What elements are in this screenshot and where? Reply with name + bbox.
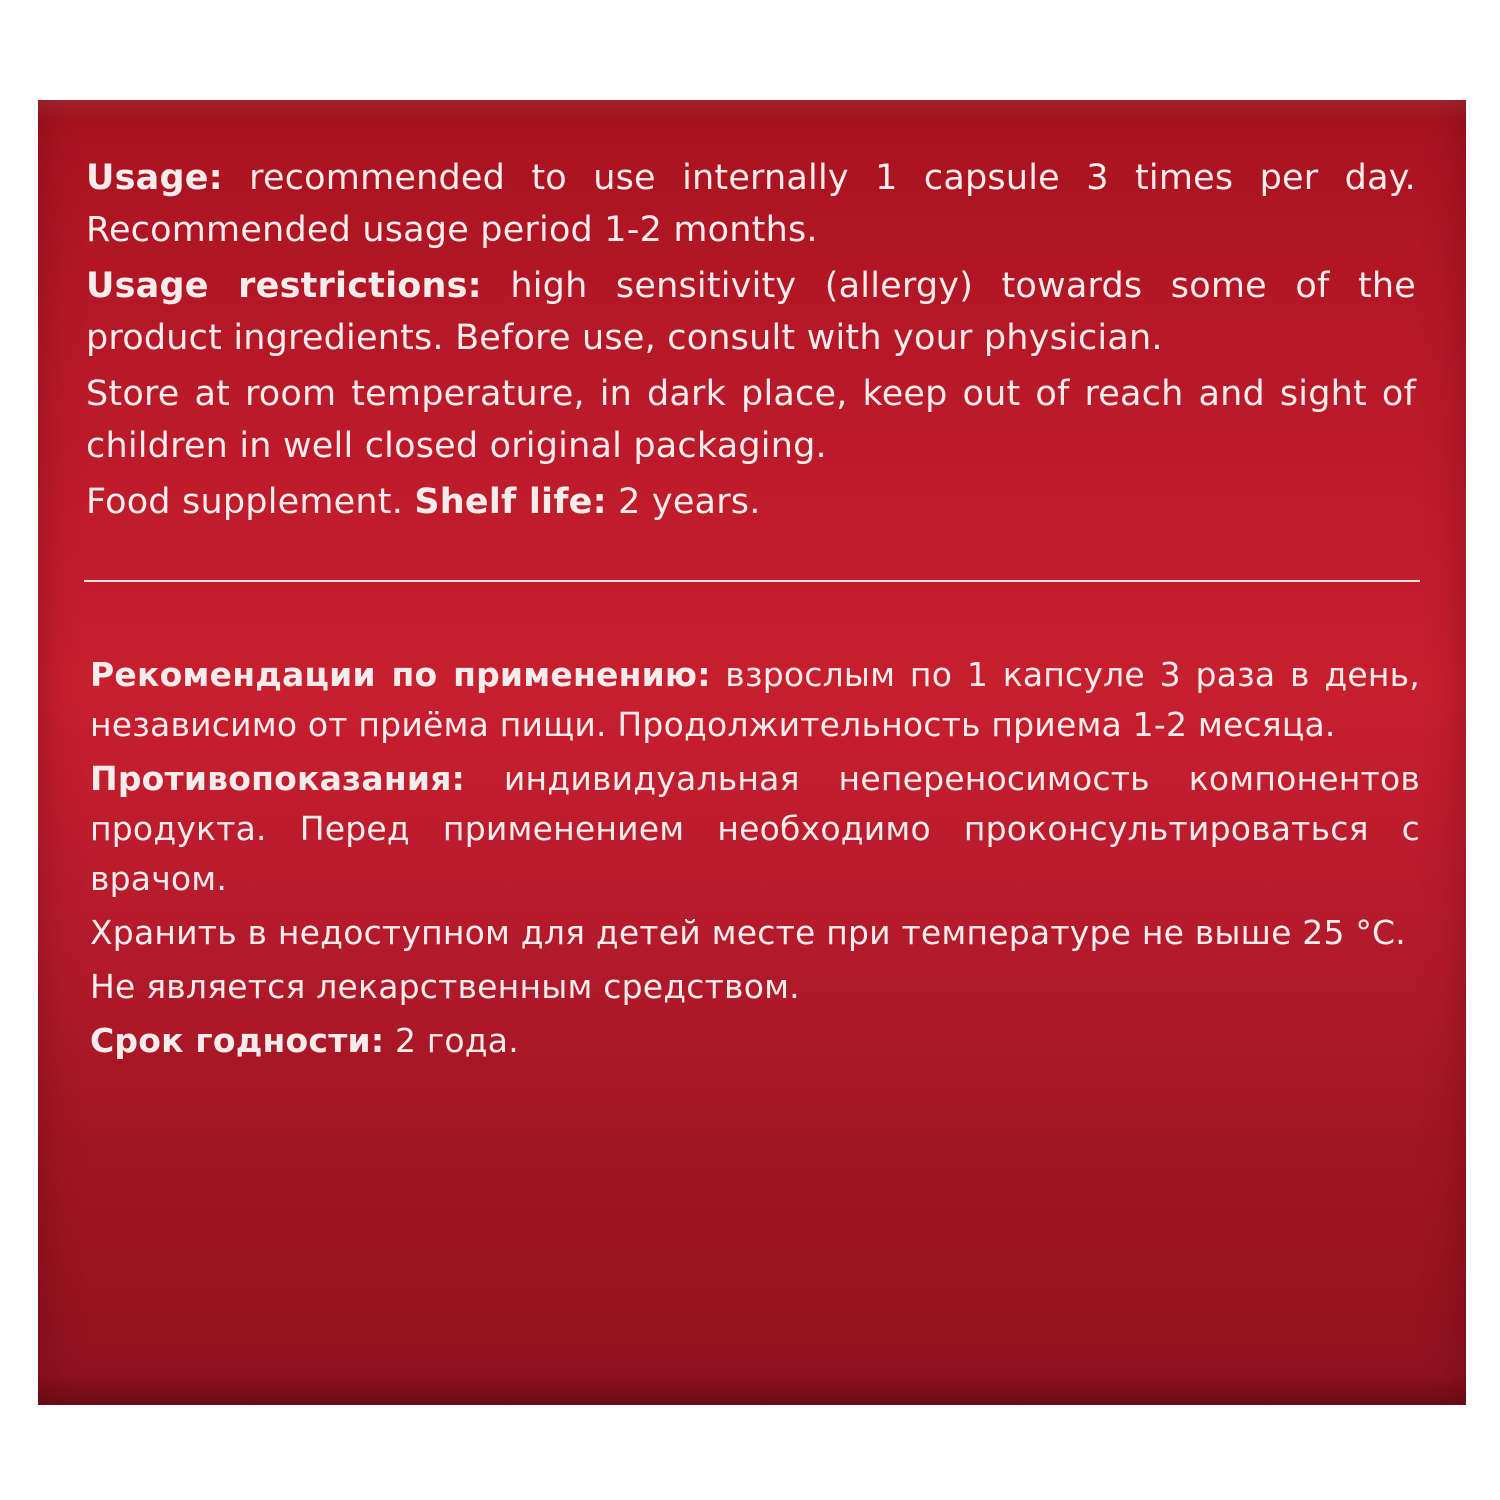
shelf-paragraph-en [86, 476, 1416, 528]
contra-text-ru: индивидуальная непереносимость компонентов продукта. Перед применением необходимо проконсультироваться с врачом. [90, 759, 1420, 898]
contra-label-ru: Противопоказания: [90, 759, 466, 798]
contra-paragraph-ru [90, 754, 1420, 904]
storage-paragraph-ru: Хранить в недоступном для детей месте при температуре не выше 25 °С. [90, 913, 1406, 952]
storage-paragraph-en: Store at room temperature, in dark place, keep out of reach and sight of children in well closed original packaging. [86, 374, 1416, 466]
usage-text-ru: взрослым по 1 капсуле 3 раза в день, независимо от приёма пищи. Продолжительность приема 1-2 месяца. [90, 655, 1420, 744]
usage-paragraph-ru [90, 650, 1420, 750]
shelf-text-ru: 2 года. [384, 1021, 519, 1060]
usage-label-ru: Рекомендации по применению: [90, 655, 711, 694]
restrictions-paragraph-en [86, 260, 1416, 364]
restrictions-label-en: Usage restrictions: [86, 266, 482, 306]
english-instructions [86, 152, 1416, 532]
section-divider [84, 580, 1420, 582]
usage-text-en: recommended to use internally 1 capsule 3 times per day. Recommended usage period 1-2 months. [86, 158, 1416, 250]
shelf-label-en: Shelf life: [414, 482, 607, 522]
russian-instructions [90, 650, 1420, 1070]
shelf-label-ru: Срок годности: [90, 1021, 385, 1060]
shelf-text-en: 2 years. [606, 482, 761, 522]
restrictions-text-en: high sensitivity (allergy) towards some of the product ingredients. Before use, consult with your physician. [86, 266, 1416, 358]
usage-paragraph-en [86, 152, 1416, 256]
not-medicine-paragraph-ru: Не является лекарственным средством. [90, 967, 800, 1006]
supplement-text-en: Food supplement. [86, 482, 415, 522]
package-panel [38, 100, 1466, 1405]
usage-label-en: Usage: [86, 158, 223, 198]
shelf-paragraph-ru [90, 1016, 1420, 1066]
